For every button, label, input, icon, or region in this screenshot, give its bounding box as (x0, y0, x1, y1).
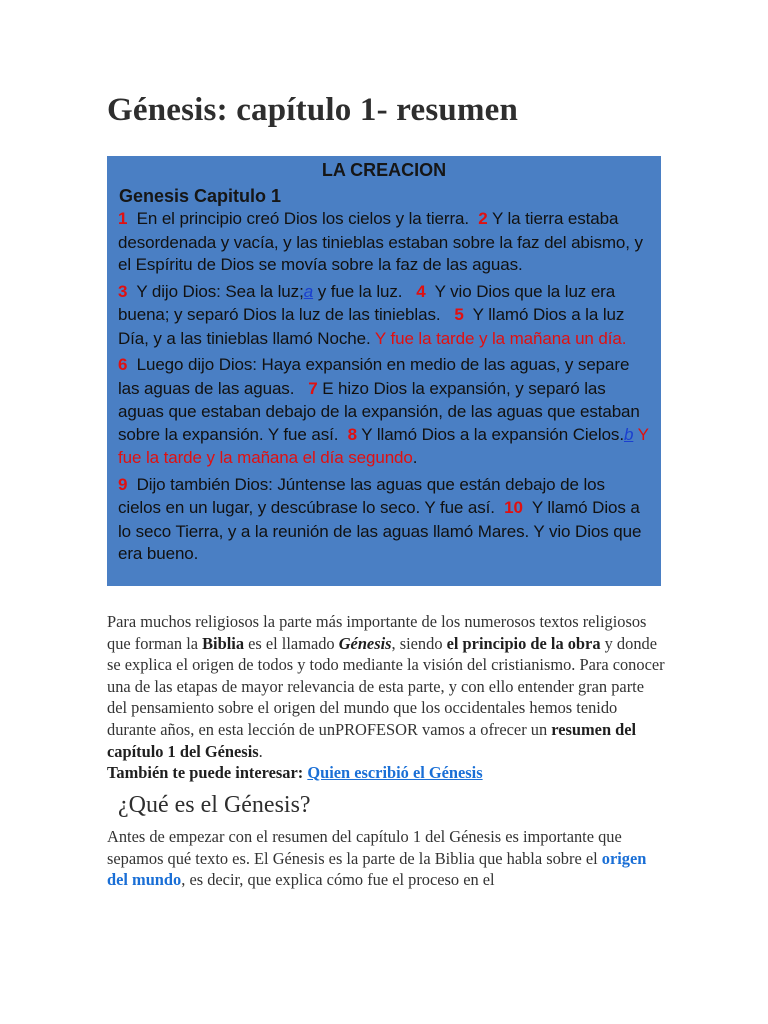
verse-8-end: . (412, 448, 418, 467)
section-text-1: Antes de empezar con el resumen del capítulo 1 del Génesis es importante que sepamos qué texto es. El Génesis es la parte de la Biblia que habla sobre el (107, 827, 622, 868)
intro-text-4: y donde se explica el origen de todos y todo mediante la visión del cristianismo. Para conocer una de las etapas de mayor relevancia de esta parte, y con ello entender gran parte del pensamiento sobre el origen del mundo que los occidentales hemos tenido durante años, en esta lección de unPROFESOR vamos a ofrecer un (107, 633, 665, 739)
verse-text-7: E hizo Dios la expansión, y separó las aguas que estaban debajo de la expansión, de las aguas que estaban sobre la expansión. Y fue así. (118, 378, 640, 444)
principio-bold: el principio de la obra (446, 633, 601, 653)
verse-text-10: Y llamó Dios a lo seco Tierra, y a la reunión de las aguas llamó Mares. Y vio Dios que era bueno. (118, 498, 642, 563)
verse-number-7: 7 (308, 378, 318, 398)
verse-5-red-text: Y fue la tarde y la mañana un día. (374, 328, 627, 348)
page-title: Génesis: capítulo 1- resumen (107, 92, 519, 128)
verse-text-4: Y vio Dios que la luz era buena; y separó Dios la luz de las tinieblas. (118, 281, 616, 324)
intro-paragraph (107, 611, 667, 784)
image-heading: LA CREACION (321, 160, 447, 180)
quien-escribio-link[interactable]: Quien escribió el Génesis (307, 763, 483, 783)
also-interested-label: También te puede interesar: (107, 763, 308, 783)
verse-number-5: 5 (454, 305, 464, 324)
genesis-verses-image (107, 156, 661, 586)
genesis-bold-italic: Génesis (338, 633, 392, 653)
verse-text-5: Y llamó Dios a la luz Día, y a las tinieblas llamó Noche. (118, 305, 625, 348)
intro-text-2: es el llamado (244, 633, 339, 653)
verse-text-3-after: y fue la luz. (317, 281, 403, 301)
verse-block-1 (118, 208, 650, 277)
biblia-bold: Biblia (202, 633, 245, 653)
verse-text-6: Luego dijo Dios: Haya expansión en medio de las aguas, y separe las aguas de las aguas. (118, 355, 630, 398)
section-heading: ¿Qué es el Génesis? (118, 792, 311, 818)
verse-text-2: Y la tierra estaba desordenada y vacía, y las tinieblas estaban sobre la faz del abismo, y el Espíritu de Dios se movía sobre la faz de las aguas. (118, 209, 643, 274)
verse-block-4 (118, 474, 650, 567)
intro-text-5: . (258, 741, 263, 761)
verse-8-red-text: Y fue la tarde y la mañana el día segundo (118, 424, 649, 467)
verse-number-2: 2 (478, 209, 488, 228)
image-subheading: Genesis Capitulo 1 (119, 186, 282, 206)
section-paragraph (107, 826, 667, 891)
intro-text-3: , siendo (391, 633, 447, 653)
resumen-bold: resumen del capítulo 1 del Génesis (107, 719, 637, 761)
verse-text-9: Dijo también Dios: Júntense las aguas que están debajo de los cielos en un lugar, y descúbrase lo seco. Y fue así. (118, 474, 605, 517)
footnote-link-b[interactable]: b (623, 424, 634, 444)
verse-text-8: Y llamó Dios a la expansión Cielos. (361, 424, 624, 444)
verse-number-1: 1 (118, 209, 128, 228)
verse-number-3: 3 (118, 281, 128, 301)
verse-block-2 (118, 281, 650, 351)
verse-number-4: 4 (416, 281, 426, 301)
verse-number-8: 8 (347, 424, 357, 444)
verse-number-6: 6 (118, 355, 128, 374)
verse-text-3: Y dijo Dios: Sea la luz; (136, 281, 304, 301)
verse-block-3 (118, 354, 650, 470)
verse-number-10: 10 (504, 498, 523, 517)
origen-del-mundo-link[interactable]: origen del mundo (107, 848, 647, 890)
verse-text-1: En el principio creó Dios los cielos y la tierra. (136, 209, 470, 228)
footnote-link-a[interactable]: a (303, 281, 314, 301)
section-text-2: , es decir, que explica cómo fue el proceso en el (181, 870, 495, 890)
verse-number-9: 9 (118, 474, 128, 494)
intro-text-1: Para muchos religiosos la parte más importante de los numerosos textos religiosos que forman la (107, 612, 647, 653)
